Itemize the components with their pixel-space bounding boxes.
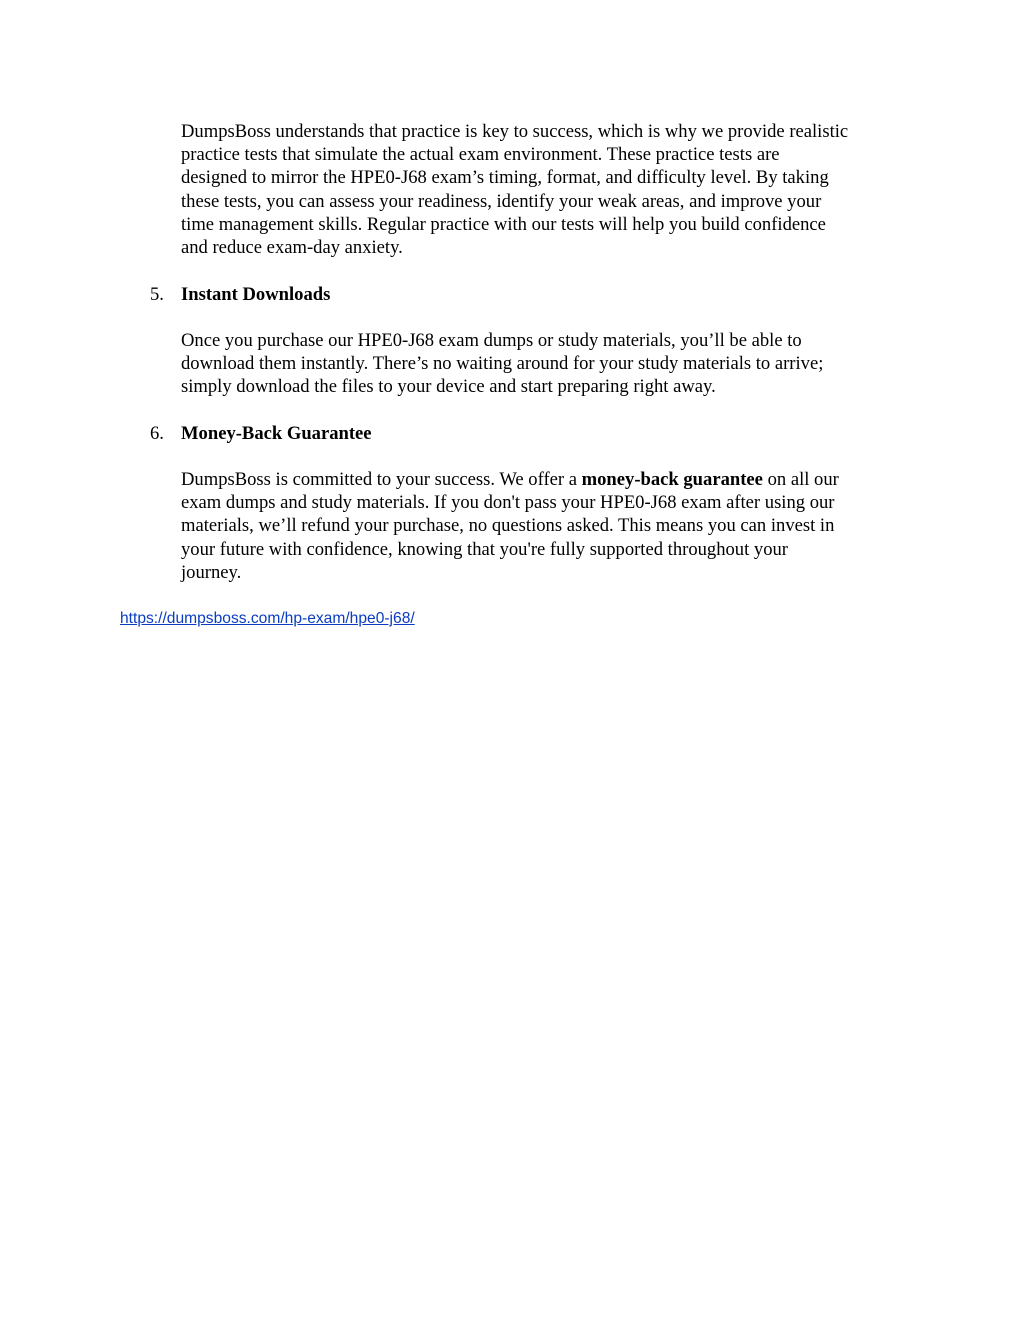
- intro-line-6: and reduce exam-day anxiety.: [181, 237, 403, 259]
- section-number: 6.: [150, 423, 164, 444]
- paragraph-text: DumpsBoss is committed to your success. We offer a: [181, 469, 582, 490]
- paragraph-line: Once you purchase our HPE0-J68 exam dumps or study materials, you’ll be able to: [181, 330, 802, 351]
- intro-line-3: designed to mirror the HPE0-J68 exam’s timing, format, and difficulty level. By taking: [181, 167, 829, 189]
- money-back-paragraph: [181, 468, 911, 584]
- intro-line-2: practice tests that simulate the actual exam environment. These practice tests are: [181, 144, 780, 166]
- intro-line-1: DumpsBoss understands that practice is key to success, which is why we provide realistic: [181, 121, 849, 142]
- intro-line-4: these tests, you can assess your readiness, identify your weak areas, and improve your: [181, 190, 822, 212]
- paragraph-line: journey.: [181, 561, 242, 583]
- dumpsboss-link[interactable]: https://dumpsboss.com/hp-exam/hpe0-j68/: [120, 610, 415, 627]
- section-title: Money-Back Guarantee: [181, 423, 372, 444]
- bold-phrase: money-back guarantee: [581, 469, 763, 490]
- instant-downloads-paragraph: [181, 329, 911, 399]
- paragraph-text: on all our: [762, 469, 839, 490]
- section-heading-instant-downloads: [150, 283, 330, 306]
- intro-line-5: time management skills. Regular practice with our tests will help you build confidence: [181, 213, 826, 235]
- paragraph-line: [181, 468, 911, 491]
- intro-paragraph: [181, 120, 911, 259]
- paragraph-line: download them instantly. There’s no waiting around for your study materials to arrive;: [181, 353, 824, 375]
- paragraph-line: simply download the files to your device and start preparing right away.: [181, 376, 716, 398]
- paragraph-line: exam dumps and study materials. If you don't pass your HPE0-J68 exam after using our: [181, 492, 835, 514]
- paragraph-line: materials, we’ll refund your purchase, no questions asked. This means you can invest in: [181, 515, 835, 537]
- paragraph-line: your future with confidence, knowing that you're fully supported throughout your: [181, 538, 789, 560]
- section-title: Instant Downloads: [181, 284, 331, 305]
- section-heading-money-back-guarantee: [150, 422, 372, 445]
- section-number: 5.: [150, 284, 164, 305]
